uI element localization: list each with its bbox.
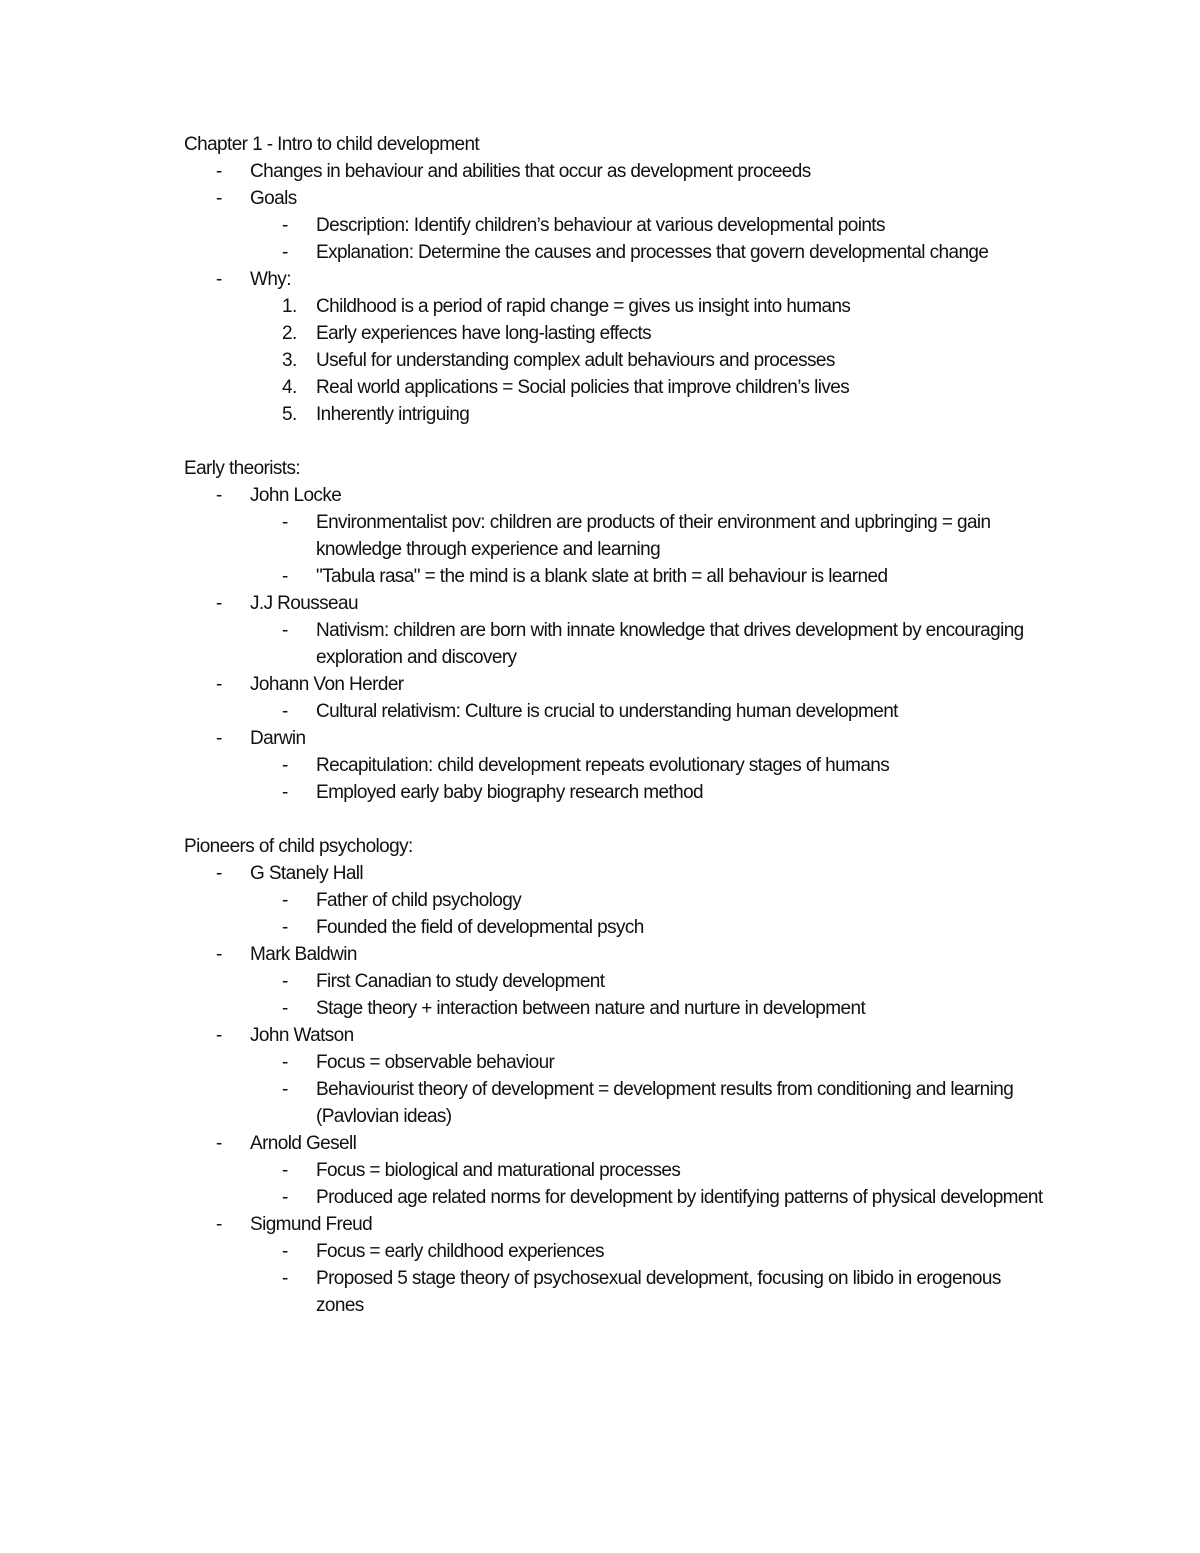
- sub-list-item: [184, 617, 1044, 671]
- sub-list-item: [184, 968, 1044, 995]
- sub-list-item: [184, 887, 1044, 914]
- sub-list-item: [184, 563, 1044, 590]
- list-item-text: Johann Von Herder: [250, 674, 404, 695]
- bullet-dash: -: [216, 1133, 222, 1154]
- bullet-dash: -: [282, 890, 288, 911]
- bullet-dash: -: [282, 242, 288, 263]
- sub-list-item-text: Focus = observable behaviour: [316, 1052, 555, 1073]
- sub-list-item: [184, 293, 1044, 320]
- bullet-dash: -: [282, 620, 288, 641]
- bullet-dash: -: [282, 1052, 288, 1073]
- list-item-text: J.J Rousseau: [250, 593, 358, 614]
- list-number: 5.: [282, 404, 297, 425]
- bullet-dash: -: [216, 944, 222, 965]
- list-item: [184, 590, 1044, 617]
- bullet-dash: -: [282, 215, 288, 236]
- sub-list-item-text: Father of child psychology: [316, 890, 522, 911]
- bullet-dash: -: [216, 269, 222, 290]
- sub-list-item: [184, 995, 1044, 1022]
- bullet-dash: -: [216, 161, 222, 182]
- sub-list-item-text: Produced age related norms for development by identifying patterns of physical development: [316, 1187, 1043, 1208]
- section-heading: Pioneers of child psychology:: [184, 836, 413, 857]
- bullet-dash: -: [216, 674, 222, 695]
- notes-content: [184, 131, 1044, 1319]
- list-item: [184, 1022, 1044, 1049]
- list-item: [184, 266, 1044, 293]
- sub-list-item-text: Description: Identify children’s behaviour at various developmental points: [316, 215, 885, 236]
- sub-list-item: [184, 1238, 1044, 1265]
- sub-list-item: [184, 239, 1044, 266]
- bullet-dash: -: [282, 701, 288, 722]
- bullet-dash: -: [216, 863, 222, 884]
- list-item-text: Changes in behaviour and abilities that occur as development proceeds: [250, 161, 811, 182]
- bullet-dash: -: [282, 1187, 288, 1208]
- bullet-dash: -: [282, 917, 288, 938]
- bullet-dash: -: [282, 1160, 288, 1181]
- sub-list-item-text: Stage theory + interaction between nature and nurture in development: [316, 998, 866, 1019]
- bullet-dash: -: [282, 755, 288, 776]
- section-heading: Chapter 1 - Intro to child development: [184, 134, 480, 155]
- bullet-dash: -: [282, 1079, 288, 1100]
- sub-list-item-text: Behaviourist theory of development = development results from conditioning and learning (Pavlovian ideas): [316, 1079, 1014, 1127]
- list-item-text: Mark Baldwin: [250, 944, 357, 965]
- list-item: [184, 671, 1044, 698]
- section-spacer: [184, 806, 1044, 833]
- sub-list-item-text: "Tabula rasa" = the mind is a blank slate at brith = all behaviour is learned: [316, 566, 888, 587]
- list-number: 3.: [282, 350, 297, 371]
- sub-list-item-text: Explanation: Determine the causes and processes that govern developmental change: [316, 242, 989, 263]
- sub-list-item-text: Real world applications = Social policies that improve children’s lives: [316, 377, 850, 398]
- list-number: 2.: [282, 323, 297, 344]
- list-item: [184, 725, 1044, 752]
- list-item: [184, 1130, 1044, 1157]
- sub-list-item-text: Useful for understanding complex adult behaviours and processes: [316, 350, 835, 371]
- list-item: [184, 185, 1044, 212]
- sub-list-item: [184, 698, 1044, 725]
- sub-list-item-text: Recapitulation: child development repeats evolutionary stages of humans: [316, 755, 890, 776]
- sub-list-item-text: First Canadian to study development: [316, 971, 605, 992]
- list-item-text: Arnold Gesell: [250, 1133, 357, 1154]
- sub-list-item-text: Early experiences have long-lasting effects: [316, 323, 652, 344]
- sub-list-item-text: Childhood is a period of rapid change = gives us insight into humans: [316, 296, 851, 317]
- sub-list-item: [184, 509, 1044, 563]
- section-heading: Early theorists:: [184, 458, 301, 479]
- list-item: [184, 158, 1044, 185]
- bullet-dash: -: [216, 485, 222, 506]
- bullet-dash: -: [282, 566, 288, 587]
- sub-list-item-text: Founded the field of developmental psych: [316, 917, 644, 938]
- sub-list-item-text: Cultural relativism: Culture is crucial to understanding human development: [316, 701, 898, 722]
- bullet-dash: -: [282, 1241, 288, 1262]
- sub-list-item: [184, 914, 1044, 941]
- bullet-dash: -: [216, 188, 222, 209]
- sub-list-item-text: Focus = early childhood experiences: [316, 1241, 604, 1262]
- bullet-dash: -: [282, 998, 288, 1019]
- list-number: 1.: [282, 296, 297, 317]
- sub-list-item: [184, 212, 1044, 239]
- sub-list-item-text: Employed early baby biography research method: [316, 782, 704, 803]
- list-item-text: John Watson: [250, 1025, 354, 1046]
- bullet-dash: -: [216, 1025, 222, 1046]
- bullet-dash: -: [282, 1268, 288, 1289]
- sub-list-item: [184, 347, 1044, 374]
- list-item: [184, 860, 1044, 887]
- bullet-dash: -: [216, 728, 222, 749]
- list-item-text: G Stanely Hall: [250, 863, 364, 884]
- sub-list-item: [184, 1265, 1044, 1319]
- bullet-dash: -: [282, 971, 288, 992]
- bullet-dash: -: [216, 593, 222, 614]
- section-spacer: [184, 428, 1044, 455]
- list-item-text: John Locke: [250, 485, 342, 506]
- sub-list-item-text: Environmentalist pov: children are products of their environment and upbringing = gain knowledge through experience and learning: [316, 512, 991, 560]
- list-item-text: Why:: [250, 269, 291, 290]
- sub-list-item: [184, 779, 1044, 806]
- sub-list-item: [184, 374, 1044, 401]
- sub-list-item: [184, 1184, 1044, 1211]
- list-item-text: Sigmund Freud: [250, 1214, 373, 1235]
- bullet-dash: -: [216, 1214, 222, 1235]
- sub-list-item-text: Inherently intriguing: [316, 404, 470, 425]
- sub-list-item: [184, 752, 1044, 779]
- sub-list-item-text: Proposed 5 stage theory of psychosexual development, focusing on libido in erogenous zones: [316, 1268, 1001, 1316]
- list-number: 4.: [282, 377, 297, 398]
- sub-list-item-text: Nativism: children are born with innate knowledge that drives development by encouraging exploration and discovery: [316, 620, 1024, 668]
- sub-list-item: [184, 1157, 1044, 1184]
- sub-list-item: [184, 1049, 1044, 1076]
- list-item-text: Goals: [250, 188, 297, 209]
- list-item: [184, 1211, 1044, 1238]
- sub-list-item: [184, 401, 1044, 428]
- list-item: [184, 482, 1044, 509]
- sub-list-item: [184, 1076, 1044, 1130]
- sub-list-item-text: Focus = biological and maturational processes: [316, 1160, 681, 1181]
- list-item: [184, 941, 1044, 968]
- list-item-text: Darwin: [250, 728, 306, 749]
- bullet-dash: -: [282, 512, 288, 533]
- bullet-dash: -: [282, 782, 288, 803]
- sub-list-item: [184, 320, 1044, 347]
